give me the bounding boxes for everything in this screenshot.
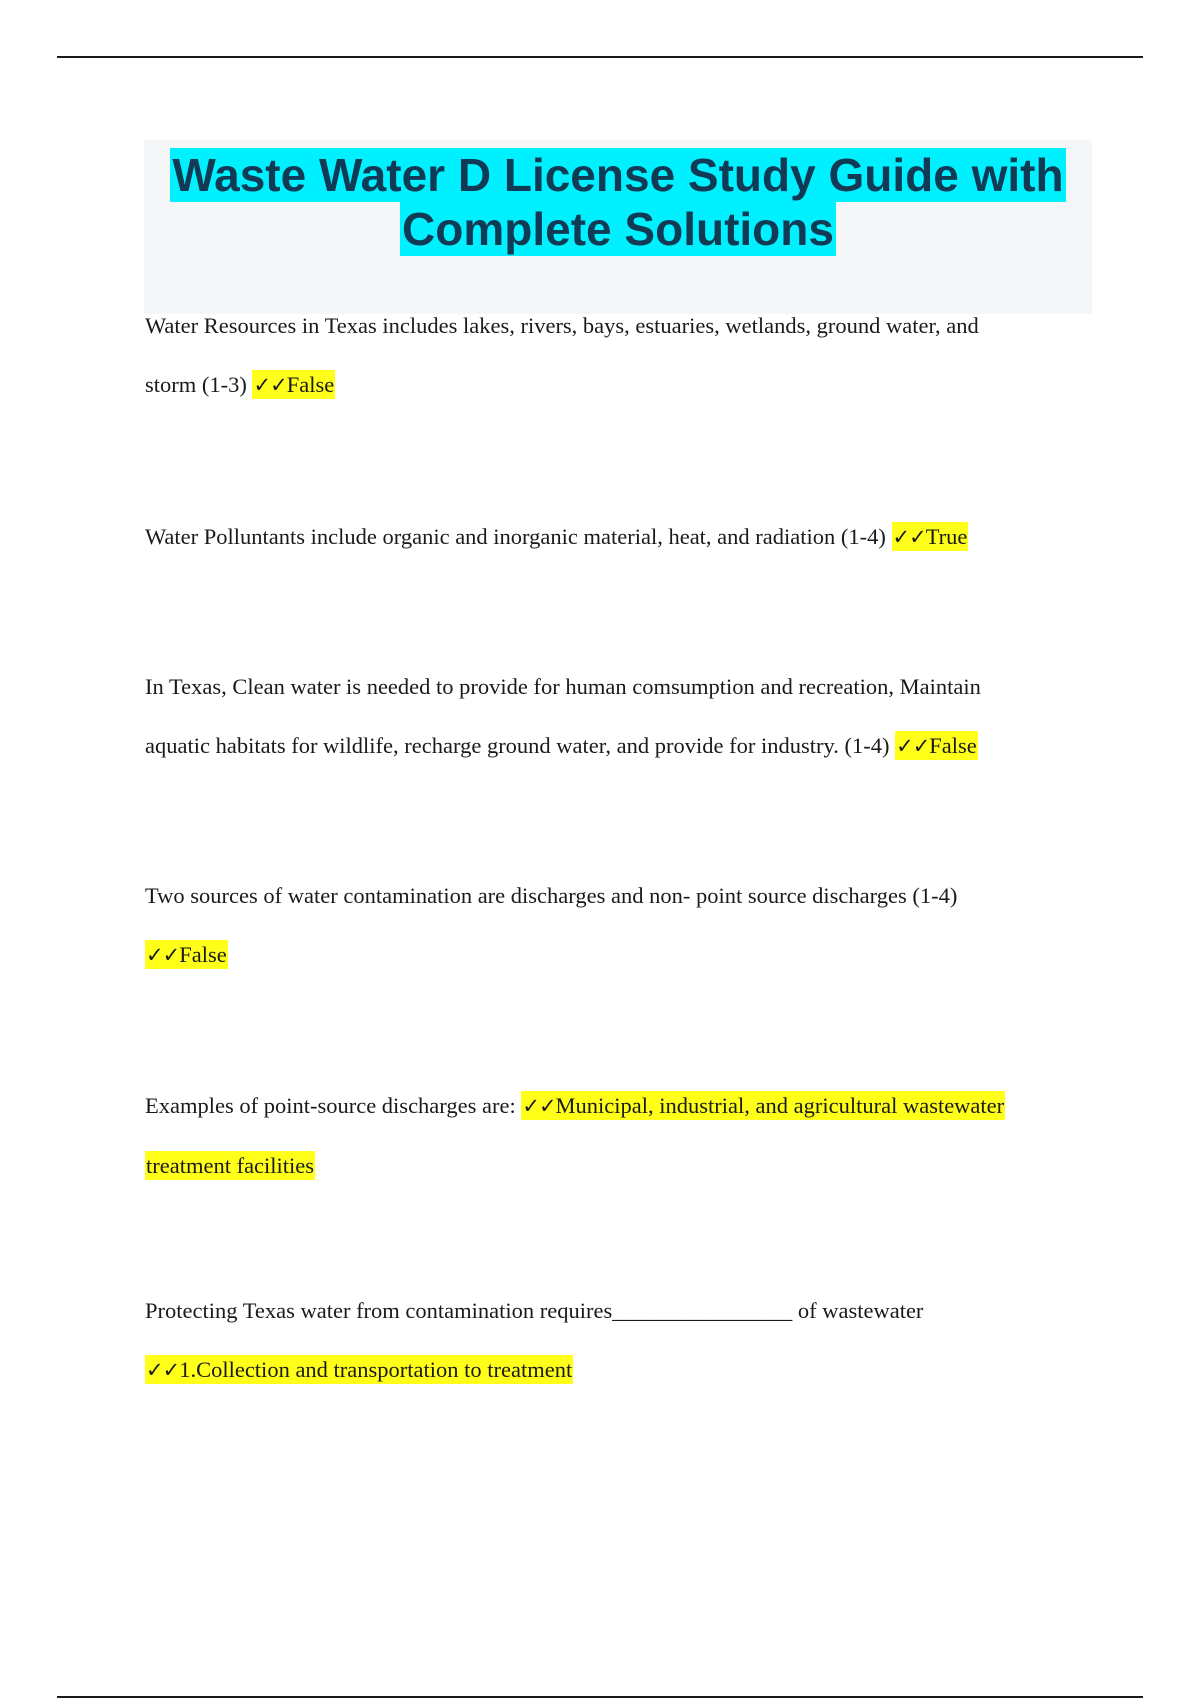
answer-highlight	[145, 940, 228, 969]
question-item-2	[145, 507, 1065, 567]
double-check-icon: ✓✓	[892, 525, 926, 549]
page-title-line-2: Complete Solutions	[402, 203, 834, 255]
answer-text: treatment facilities	[146, 1153, 315, 1178]
question-item-5	[145, 1076, 1065, 1195]
answer-highlight	[145, 1355, 573, 1384]
answer-text: False	[929, 733, 977, 758]
question-text: storm (1-3)	[145, 372, 253, 397]
double-check-icon: ✓✓	[253, 373, 287, 397]
answer-text: False	[286, 372, 335, 397]
question-text: In Texas, Clean water is needed to provide for human comsumption and recreation, Maintain	[145, 674, 981, 699]
question-item-4	[145, 866, 1065, 985]
answer-highlight	[892, 522, 969, 551]
double-check-icon: ✓✓	[522, 1094, 556, 1118]
answer-text: True	[925, 524, 968, 549]
answer-highlight	[521, 1091, 1005, 1120]
answer-text: Municipal, industrial, and agricultural wastewater	[555, 1093, 1005, 1118]
question-item-6	[145, 1281, 1065, 1400]
title-block	[144, 140, 1092, 314]
question-text: aquatic habitats for wildlife, recharge ground water, and provide for industry. (1-4)	[145, 733, 896, 758]
answer-text: 1.Collection and transportation to treatment	[179, 1357, 573, 1382]
page-title-line-1: Waste Water D License Study Guide with	[172, 149, 1064, 201]
question-text: Two sources of water contamination are discharges and non- point source discharges (1-4)	[145, 883, 958, 908]
question-item-3	[145, 657, 1065, 776]
question-item-1	[145, 296, 1065, 415]
question-text: Examples of point-source discharges are:	[145, 1093, 522, 1118]
footer-rule	[57, 1696, 1143, 1698]
answer-highlight	[145, 1151, 315, 1180]
double-check-icon: ✓✓	[146, 1358, 180, 1382]
header-rule	[57, 56, 1143, 58]
answer-text: False	[179, 942, 227, 967]
question-text: Protecting Texas water from contamination requires________________ of wastewater	[145, 1298, 924, 1323]
double-check-icon: ✓✓	[146, 943, 180, 967]
question-text: Water Polluntants include organic and inorganic material, heat, and radiation (1-4)	[145, 524, 892, 549]
answer-highlight	[252, 370, 335, 399]
double-check-icon: ✓✓	[896, 734, 930, 758]
question-text: Water Resources in Texas includes lakes, rivers, bays, estuaries, wetlands, ground water, and	[145, 313, 979, 338]
answer-highlight	[895, 731, 978, 760]
